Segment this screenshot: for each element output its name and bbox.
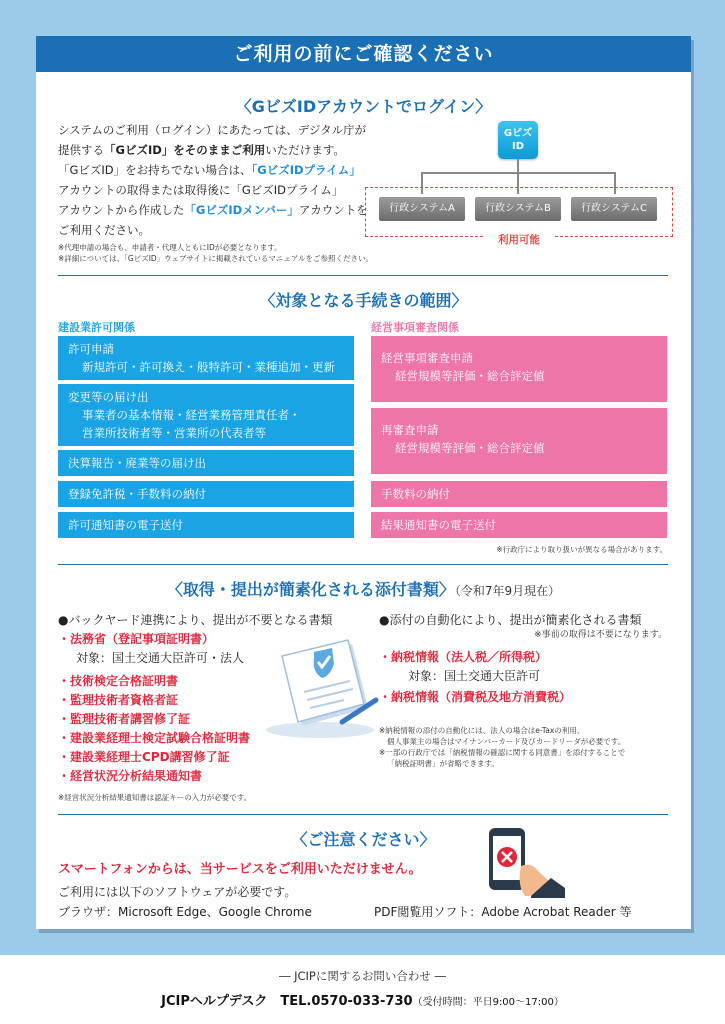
banner-title: ご利用の前にご確認ください (36, 36, 691, 72)
login-p2-pre: 「GビズID」をお持ちでない場合は、 (58, 163, 252, 177)
scope-right-0-l1: 経営事項審査申請 (381, 351, 473, 365)
login-p1b-bold: 「GビズID」をそのままご利用 (104, 143, 266, 157)
login-note2: ※詳細については、「GビズID」ウェブサイトに掲載されているマニュアルをご参照ください。 (58, 254, 374, 263)
caution-section-title: 〈ご注意ください〉 (291, 830, 436, 849)
scope-right-item (371, 408, 667, 474)
scope-left-item (58, 336, 354, 380)
scope-right-3-l1: 結果通知書の電子送付 (381, 518, 496, 532)
right-note3: ※一部の行政庁では「納税情報の確認に関する同意書」を添付することで (379, 748, 626, 757)
info-card (36, 36, 691, 929)
left-attach-item: ・建設業経理士検定試験合格証明書 (58, 731, 251, 745)
smartphone-prohibited-icon (485, 826, 565, 898)
login-p1b-pre: 提供する (58, 143, 104, 157)
left-attach-item: ・建設業経理士CPD講習修了証 (58, 750, 230, 764)
login-p3: アカウントの取得または取得後に「GビズIDプライム」 (58, 183, 344, 197)
left-attach-target: 対象：国土交通大臣許可・法人 (76, 651, 245, 665)
login-p1a: システムのご利用（ログイン）にあたっては、デジタル庁が (58, 123, 367, 137)
scope-left-0-l1: 許可申請 (68, 342, 114, 356)
login-p4-post: アカウントを (298, 203, 368, 217)
divider-1 (58, 275, 668, 276)
left-attach-note: ※経営状況分析結果通知書は認証キーの入力が必要です。 (58, 793, 252, 802)
construction-permit-head: 建設業許可関係 (58, 321, 135, 334)
left-attach-head: ●バックヤード連携により、提出が不要となる書類 (58, 613, 333, 627)
scope-right-1-l2: 経営規模等評価・総合評定値 (395, 441, 545, 455)
login-description (58, 120, 378, 240)
login-p4 (58, 200, 378, 220)
right-note4: 「納税証明書」が省略できます。 (387, 759, 499, 768)
system-b: 行政システムB (475, 197, 561, 221)
divider-2 (58, 564, 668, 565)
gbiz-id-icon (498, 121, 538, 159)
scope-left-1-l3: 営業所技術者等・営業所の代表者等 (82, 426, 266, 440)
software-required: ご利用には以下のソフトウェアが必要です。 (58, 885, 297, 899)
scope-section-title: 〈対象となる手続きの範囲〉 (259, 291, 468, 310)
right-attach-item: ・納税情報（消費税及地方消費税） (379, 690, 572, 704)
attach-title-sub: （令和7年9月現在） (454, 584, 561, 598)
tree-stem (517, 159, 519, 173)
scope-right-item (371, 336, 667, 402)
scope-left-1-l1: 変更等の届け出 (68, 390, 149, 404)
left-attach-item: ・経営状況分析結果通知書 (58, 769, 203, 783)
left-attach-item: ・監理技術者資格者証 (58, 693, 179, 707)
right-attach-head: ●添付の自動化により、提出が簡素化される書類 (379, 613, 642, 627)
scope-left-item (58, 384, 354, 446)
scope-left-1-l2: 事業者の基本情報・経営業務管理責任者・ (82, 408, 301, 422)
right-attach-item: ・納税情報（法人税／所得税） (379, 650, 548, 664)
smartphone-warning: スマートフォンからは、当サービスをご利用いただけません。 (58, 862, 422, 877)
left-attach-item: ・法務省（登記事項証明書） (58, 632, 215, 646)
helpdesk-line (0, 990, 725, 1009)
gbiz-prime-link: 「GビズIDプライム」 (251, 163, 361, 177)
scope-left-item (58, 481, 354, 507)
left-attach-item: ・監理技術者講習修了証 (58, 712, 191, 726)
available-label: 利用可能 (484, 232, 554, 247)
login-p1b (58, 140, 378, 160)
helpdesk-hours: （受付時間：平日9:00～17:00） (412, 997, 564, 1008)
attach-section-title (36, 577, 691, 600)
right-note2: 個人事業主の場合はマイナンバーカード及びカードリーダが必要です。 (387, 737, 626, 746)
browser-requirement: ブラウザ：Microsoft Edge、Google Chrome (58, 905, 312, 919)
login-p1b-post: いただけます。 (265, 143, 345, 157)
system-a: 行政システムA (379, 197, 465, 221)
system-c: 行政システムC (571, 197, 657, 221)
scope-left-0-l2: 新規許可・許可換え・般特許可・業種追加・更新 (82, 360, 335, 374)
scope-right-item (371, 481, 667, 507)
login-p2 (58, 160, 378, 180)
left-attach-item: ・技術検定合格証明書 (58, 674, 179, 688)
scope-right-2-l1: 手数料の納付 (381, 487, 450, 501)
scope-right-item (371, 512, 667, 538)
attach-title-main: 〈取得・提出が簡素化される添付書類〉 (166, 580, 455, 599)
right-note1: ※納税情報の添付の自動化には、法人の場合はe-Taxの利用、 (379, 726, 585, 735)
contact-heading: ― JCIPに関するお問い合わせ ― (278, 969, 447, 983)
scope-left-3-l1: 登録免許税・手数料の納付 (68, 487, 206, 501)
document-check-illustration (264, 634, 380, 740)
helpdesk-tel: JCIPヘルプデスク TEL.0570-033-730 (161, 994, 413, 1009)
scope-left-4-l1: 許可通知書の電子送付 (68, 518, 183, 532)
login-notes (58, 242, 478, 264)
login-p5: ご利用ください。 (58, 223, 150, 237)
login-note1: ※代理申請の場合も、申請者・代理人ともにIDが必要となります。 (58, 243, 282, 252)
right-attach-notes (379, 725, 679, 769)
login-section-title: 〈GビズIDアカウントでログイン〉 (235, 97, 492, 116)
right-attach-sub: ※事前の取得は不要になります。 (534, 630, 667, 640)
login-p4-pre: アカウントから作成した (58, 203, 185, 217)
management-review-head: 経営事項審査関係 (371, 321, 459, 334)
gbiz-member-link: 「GビズIDメンバー」 (184, 203, 299, 217)
scope-left-item (58, 450, 354, 476)
scope-left-2-l1: 決算報告・廃業等の届け出 (68, 456, 206, 470)
divider-3 (58, 814, 668, 815)
scope-right-0-l2: 経営規模等評価・総合評定値 (395, 369, 545, 383)
gbiz-icon-line1: Gビズ (503, 128, 533, 139)
scope-right-1-l1: 再審査申請 (381, 423, 439, 437)
gbiz-icon-line2: ID (511, 141, 525, 152)
scope-note: ※行政庁により取り扱いが異なる場合があります。 (496, 545, 667, 554)
pdf-requirement: PDF閲覧用ソフト：Adobe Acrobat Reader 等 (374, 905, 632, 919)
right-attach-target: 対象：国土交通大臣許可 (408, 669, 541, 683)
scope-left-item (58, 512, 354, 538)
